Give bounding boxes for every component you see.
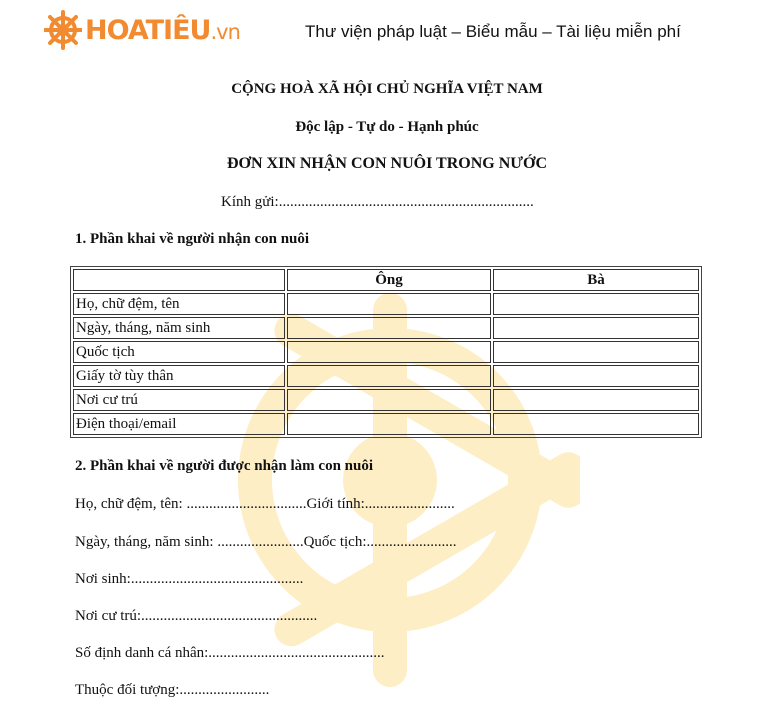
field-category: Thuộc đối tượng:........................	[75, 682, 270, 698]
logo[interactable]	[44, 10, 240, 50]
table-row	[73, 365, 699, 387]
table-header-row	[73, 269, 699, 291]
tagline: Thư viện pháp luật – Biểu mẫu – Tài liệu miễn phí	[305, 22, 681, 41]
table-row	[73, 413, 699, 435]
ong-cell[interactable]	[287, 389, 491, 411]
ship-wheel-logo-icon	[44, 10, 82, 50]
ong-cell[interactable]	[287, 413, 491, 435]
ba-cell[interactable]	[493, 293, 699, 315]
field-dob-nationality: Ngày, tháng, năm sinh: .......................Quốc tịch:........................	[75, 534, 457, 550]
row-label: Họ, chữ đệm, tên	[73, 293, 285, 315]
field-personal-id: Số định danh cá nhân:...............................................	[75, 645, 385, 661]
header-cell-ba: Bà	[493, 269, 699, 291]
recipient-line: Kính gửi:....................................................................	[221, 194, 534, 210]
field-residence: Nơi cư trú:...............................................	[75, 608, 318, 624]
row-label: Nơi cư trú	[73, 389, 285, 411]
ong-cell[interactable]	[287, 341, 491, 363]
field-birthplace: Nơi sinh:..............................................	[75, 571, 304, 587]
header-cell-ong: Ông	[287, 269, 491, 291]
section-2-heading: 2. Phần khai về người được nhận làm con nuôi	[75, 458, 374, 474]
site-header	[0, 0, 774, 66]
document-title: ĐƠN XIN NHẬN CON NUÔI TRONG NƯỚC	[226, 155, 547, 172]
motto: Độc lập - Tự do - Hạnh phúc	[295, 119, 479, 135]
adopter-info-table	[70, 266, 702, 438]
logo-text: HOATIÊU.vn	[85, 14, 240, 46]
table-row	[73, 341, 699, 363]
nation-heading: CỘNG HOÀ XÃ HỘI CHỦ NGHĨA VIỆT NAM	[231, 81, 543, 97]
table-row	[73, 389, 699, 411]
ba-cell[interactable]	[493, 365, 699, 387]
ba-cell[interactable]	[493, 341, 699, 363]
ba-cell[interactable]	[493, 413, 699, 435]
ba-cell[interactable]	[493, 317, 699, 339]
field-full-name-gender: Họ, chữ đệm, tên: ................................Giới tính:........................	[75, 496, 455, 512]
ba-cell[interactable]	[493, 389, 699, 411]
row-label: Điện thoại/email	[73, 413, 285, 435]
row-label: Quốc tịch	[73, 341, 285, 363]
header-cell	[73, 269, 285, 291]
ong-cell[interactable]	[287, 317, 491, 339]
ong-cell[interactable]	[287, 293, 491, 315]
row-label: Giấy tờ tùy thân	[73, 365, 285, 387]
ong-cell[interactable]	[287, 365, 491, 387]
row-label: Ngày, tháng, năm sinh	[73, 317, 285, 339]
section-1-heading: 1. Phần khai về người nhận con nuôi	[75, 231, 310, 247]
table-row	[73, 293, 699, 315]
table-row	[73, 317, 699, 339]
